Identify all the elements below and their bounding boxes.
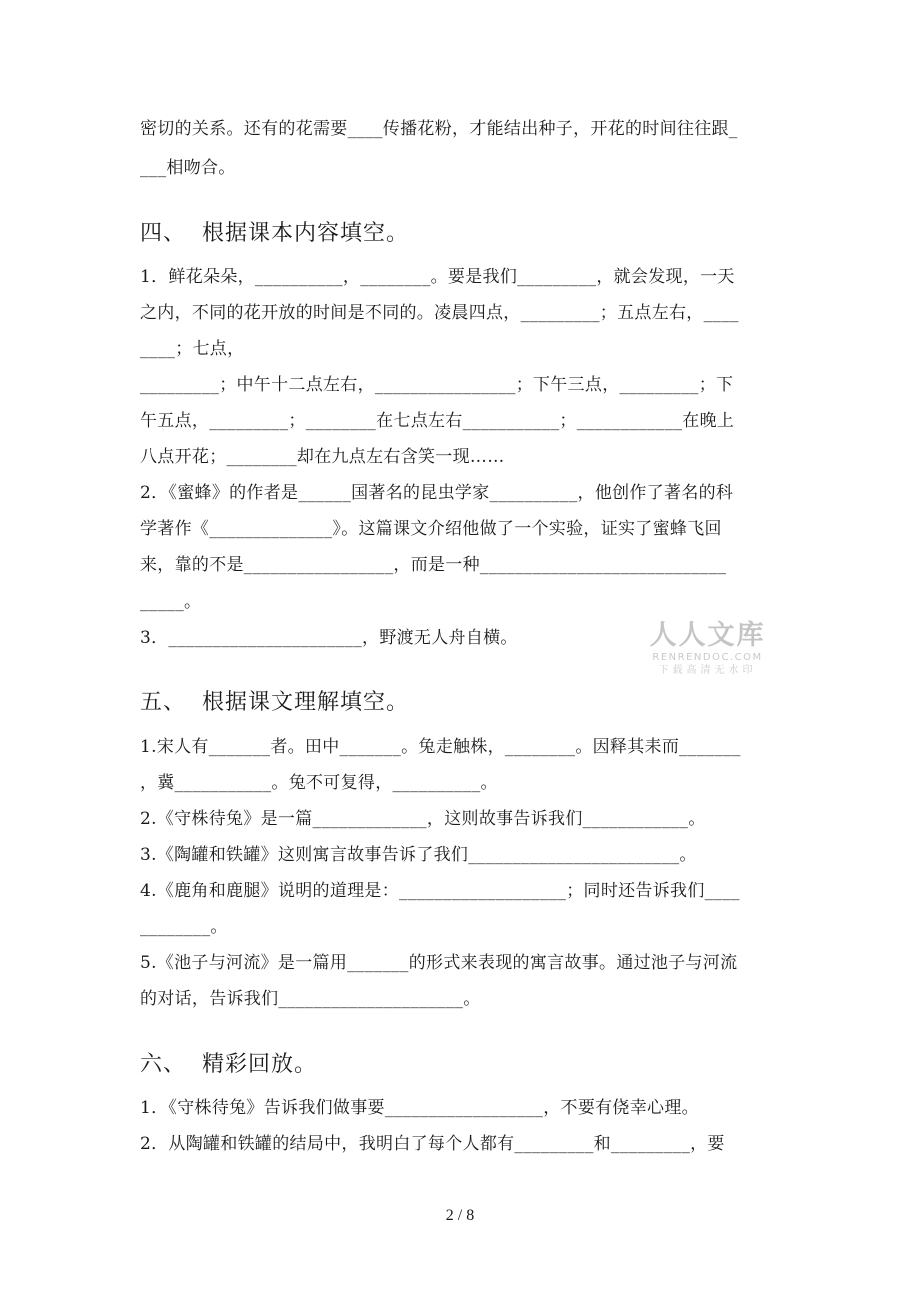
question-line: 午五点，_________；________在七点左右___________；____________在晚上 bbox=[140, 411, 735, 431]
section-heading-6: 六、 精彩回放。 bbox=[140, 1052, 317, 1077]
question-line: 2．从陶罐和铁罐的结局中，我明白了每个人都有_________和_________，要 bbox=[140, 1134, 725, 1154]
question-line: ，冀___________。兔不可复得，__________。 bbox=[140, 773, 498, 793]
watermark bbox=[640, 620, 775, 677]
question-line: 2．《蜜蜂》的作者是______国著名的昆虫学家__________，他创作了著名的科 bbox=[140, 483, 734, 503]
question-line: ____；七点， bbox=[140, 339, 245, 359]
question-line: 1.宋人有_______者。田中_______。兔走触株，________。因释其耒而_______ bbox=[140, 737, 741, 757]
watermark-title: 人人文库 bbox=[649, 620, 766, 651]
watermark-subtitle: RENRENDOC.COM bbox=[652, 652, 763, 663]
question-line: 2.《守株待兔》是一篇_____________，这则故事告诉我们____________。 bbox=[140, 809, 706, 829]
question-line: 1．《守株待兔》告诉我们做事要__________________，不要有侥幸心理。 bbox=[140, 1098, 699, 1118]
body-line: ___相吻合。 bbox=[140, 158, 236, 178]
question-line: 1．鲜花朵朵，__________，________。要是我们_________，就会发现，一天 bbox=[140, 267, 735, 287]
question-line: 之内，不同的花开放的时间是不同的。凌晨四点，_________；五点左右，____ bbox=[140, 303, 739, 323]
question-line: _____。 bbox=[140, 592, 202, 612]
question-line: 学著作《______________》。这篇课文介绍他做了一个实验，证实了蜜蜂飞回 bbox=[140, 519, 722, 539]
question-line: 八点开花；________却在九点左右含笑一现…… bbox=[140, 447, 505, 467]
section-heading-4: 四、 根据课本内容填空。 bbox=[140, 221, 409, 246]
page-number: 2 / 8 bbox=[445, 1207, 475, 1224]
section-heading-5: 五、 根据课文理解填空。 bbox=[140, 690, 409, 715]
question-line: 的对话，告诉我们_____________________。 bbox=[140, 989, 481, 1009]
question-line: ________。 bbox=[140, 917, 228, 937]
question-line: 来，靠的不是_________________，而是一种____________________________ bbox=[140, 555, 727, 575]
question-line: _________；中午十二点左右，________________；下午三点，_________；下 bbox=[140, 375, 734, 395]
body-line: 密切的关系。还有的花需要____传播花粉，才能结出种子，开花的时间往往跟_ bbox=[140, 119, 738, 139]
question-line: 3．______________________，野渡无人舟自横。 bbox=[140, 628, 518, 648]
watermark-tagline: 下载高清无水印 bbox=[658, 665, 757, 676]
question-line: 4.《鹿角和鹿腿》说明的道理是：___________________；同时还告诉我们____ bbox=[140, 881, 740, 901]
question-line: 3.《陶罐和铁罐》这则寓言故事告诉了我们________________________。 bbox=[140, 845, 697, 865]
question-line: 5.《池子与河流》是一篇用_______的形式来表现的寓言故事。通过池子与河流 bbox=[140, 953, 738, 973]
